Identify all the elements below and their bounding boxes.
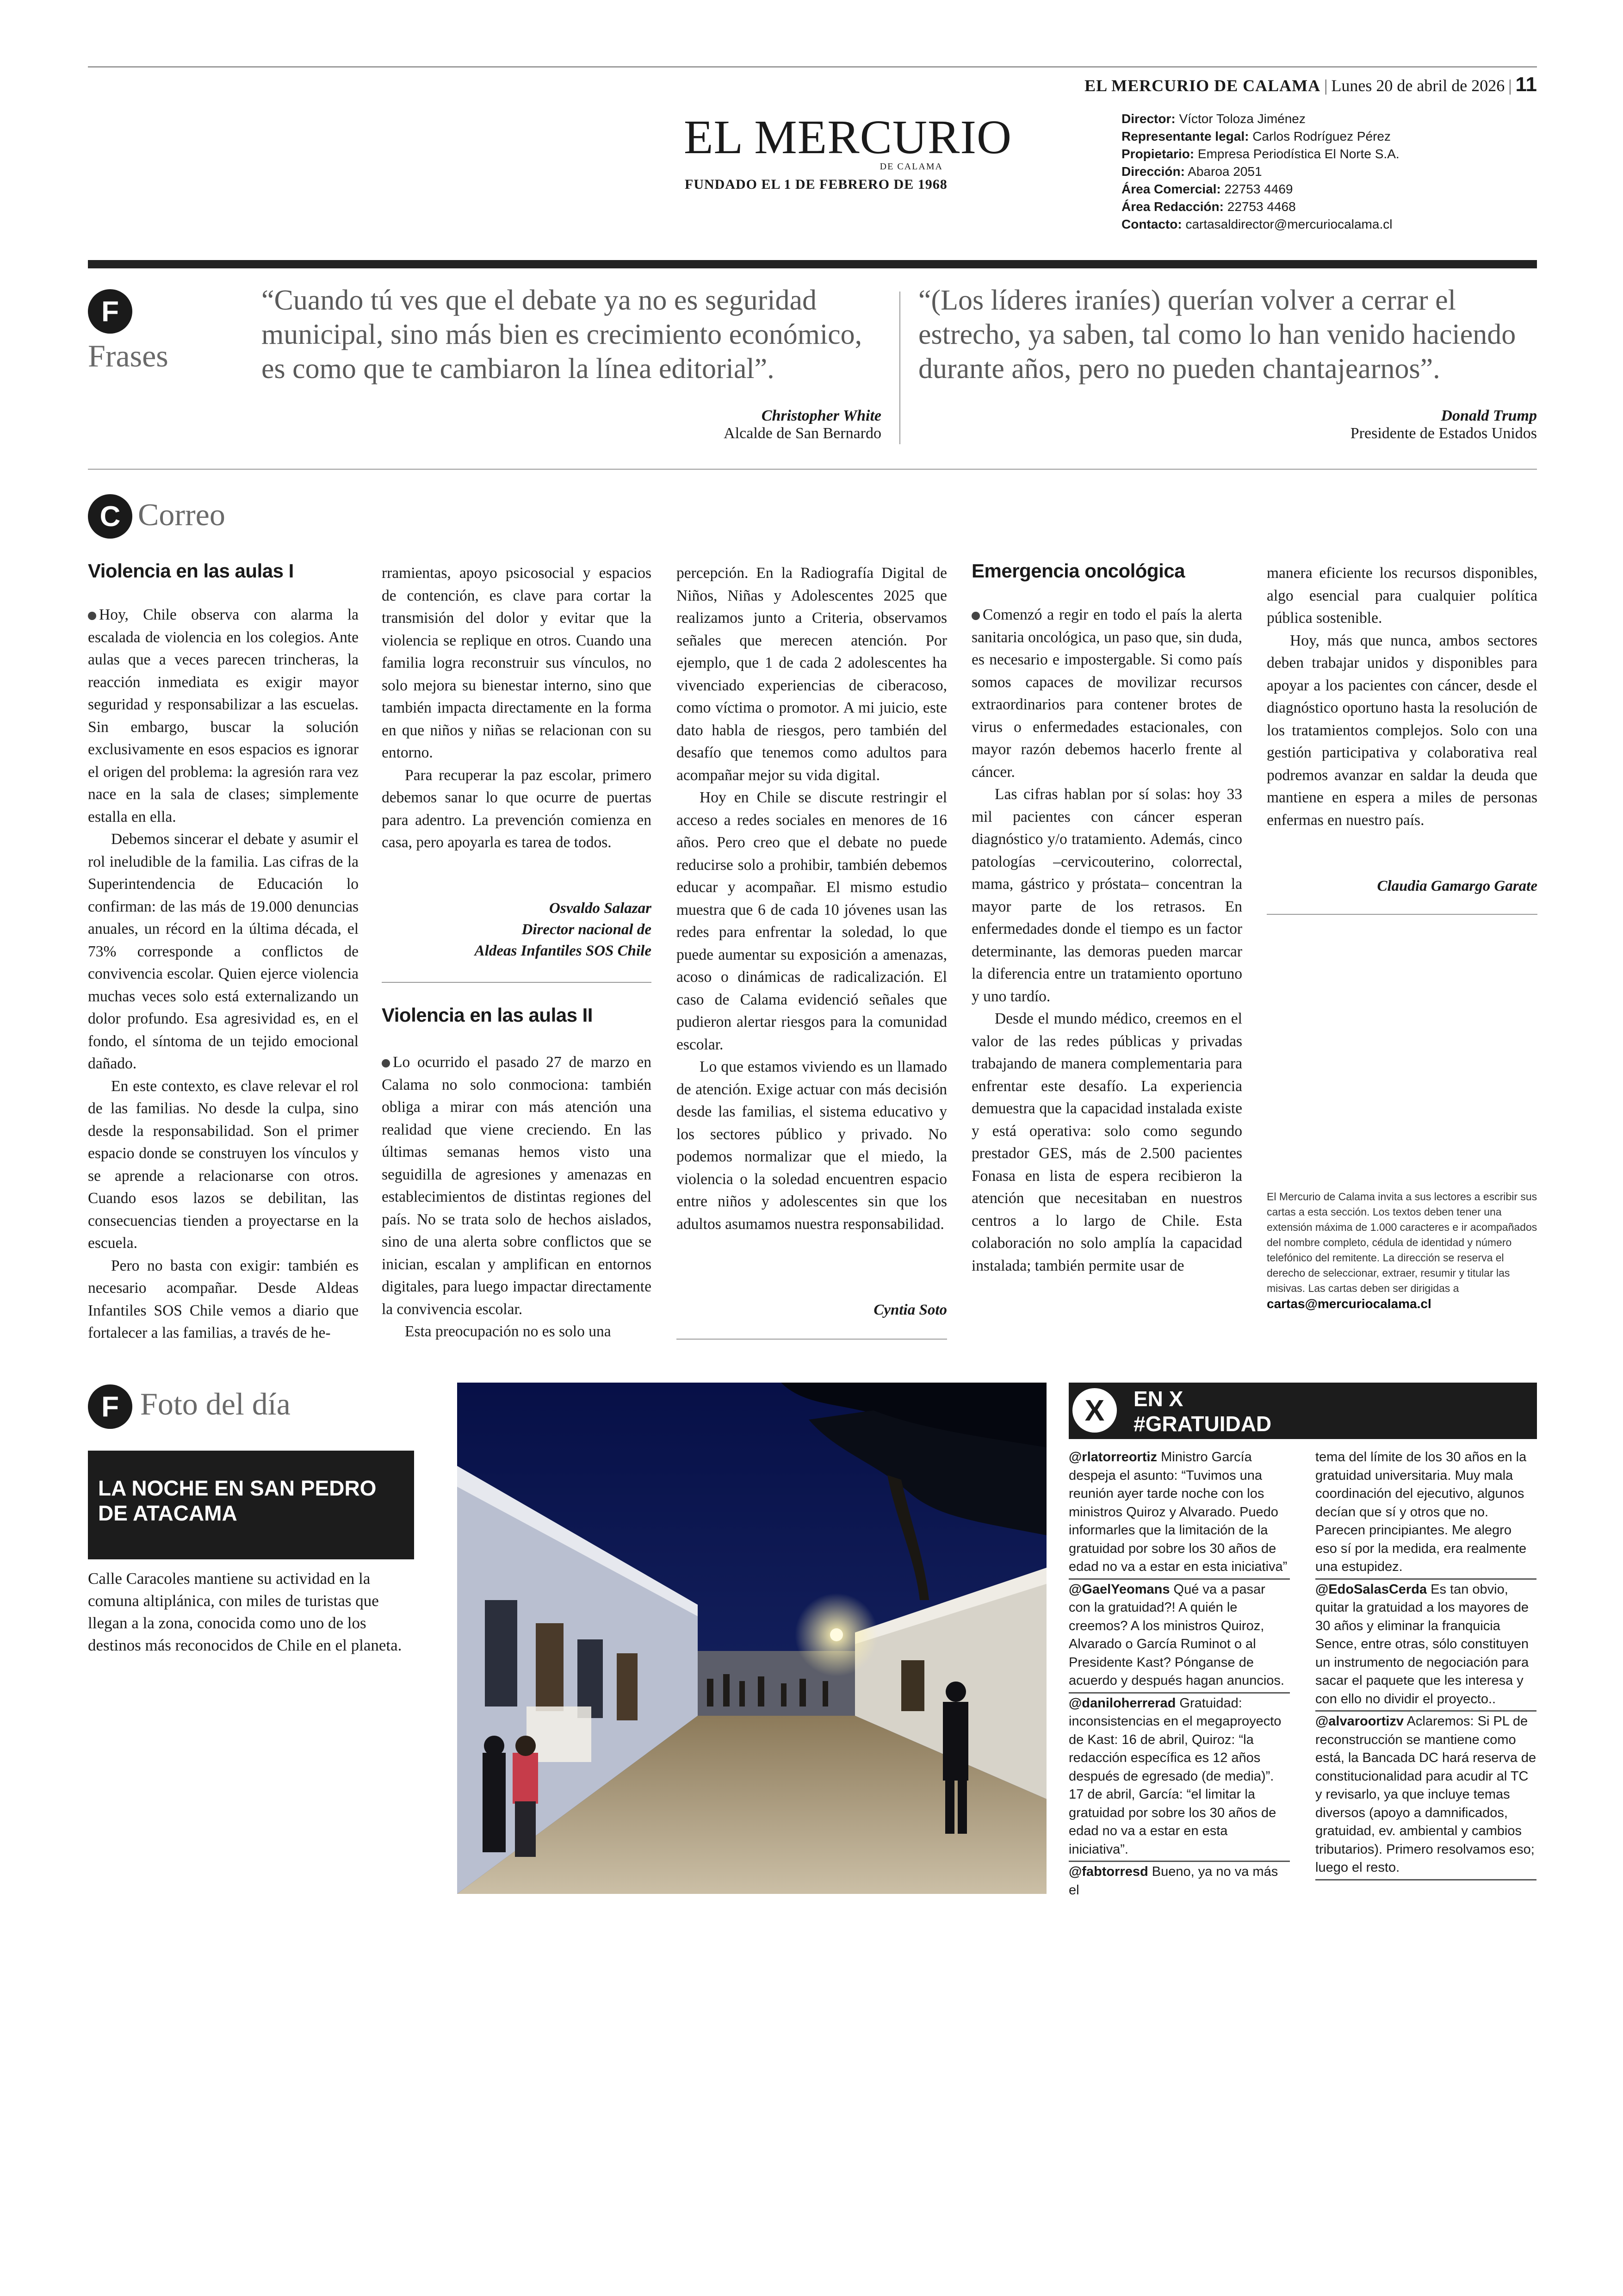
quote-divider [899,292,900,444]
quote-author: Christopher White [761,407,881,424]
letter-signature: Cyntia Soto [873,1302,947,1318]
letter-paragraph: En este contexto, es clave relevar el rol de las familias. No desde la culpa, sino desde la responsabilidad. Son el primer espacio donde se construyen los vínculos y se aprende a relacionarse con otros. Cuando esos lazos se debilitan, las consecuencias tienden a proyectarse en la escuela. [88,1077,359,1252]
letter-title: Emergencia oncológica [972,560,1185,582]
top-rule [88,66,1537,68]
letter-paragraph: Hoy en Chile se discute restringir el acceso a redes sociales en menores de 16 años. Pero creo que el debate no puede reducirse solo a prohibir, también debemos educar y acompañar. El mismo estudio muestra que 6 de cada 10 jóvenes usan las redes para enfrentar la soledad, lo que puede aumentar su exposición a amenazas, acoso o dinámicas de radicalización. El caso de Calama evidenció señales que pudieron alertar riesgos para la comunidad escolar. [676,789,947,1053]
bullet-icon [382,1059,390,1067]
masthead: EL MERCURIO [684,111,1012,164]
letter-paragraph: Lo ocurrido el pasado 27 de marzo en Calama no solo conmociona: también obliga a mirar con más atención una realidad que viene creciendo. En las últimas semanas hemos visto una seguidilla de agresiones y amenazas en establecimientos de distintas regiones del país. No se trata solo de hechos aislados, sino de una alerta sobre conflictos que se inician, escalan y amplifican en entornos digitales, para luego impactar directamente la convivencia escolar. [382,1054,651,1318]
x-post: tema del límite de los 30 años en la gratuidad universitaria. Muy mala coordinación del ejecutivo, algunos decían que sí y otros que no. Parecen principiantes. Me alegro eso sí por la medida, era realmente una estupidez. [1315,1447,1536,1580]
x-section-hashtag: #GRATUIDAD [1134,1412,1272,1436]
letter-paragraph: Las cifras hablan por sí solas: hoy 33 mil pacientes con cáncer esperan diagnóstico y/o tratamiento. Además, cinco patologías –cervicouterino, colorrectal, mama, gástrico y próstata– concentran la mayor parte de los retrasos. En enfermedades donde el tiempo es un factor determinante, las demoras pueden marcar la diferencia entre un tratamiento oportuno y uno tardío. [972,786,1242,1005]
letter-paragraph: rramientas, apoyo psicosocial y espacios de contención, es clave para cortar la transmisión del dolor y evitar que la violencia se replique en otros. Cuando una familia logra reconstruir sus vínculos, no solo mejora su bienestar interno, sino que también impacta directamente en la forma en que niños y niñas se relacionan con su entorno. [382,565,651,761]
page-topline: EL MERCURIO DE CALAMA | Lunes 20 de abril de 2026 | 11 [1084,73,1537,96]
letter-column [382,562,651,854]
staff-line: Director: Víctor Toloza Jiménez [1121,112,1306,126]
x-section-line1: EN X [1134,1387,1183,1411]
x-post: @fabtorresd Bueno, ya no va más el [1069,1864,1278,1898]
letter-column [1267,562,1537,832]
photo-illustration [457,1383,1047,1894]
letter-paragraph: Lo que estamos viviendo es un llamado de atención. Exige actuar con más decisión desde las familias, el sistema educativo y los sectores público y privado. No podemos normalizar que el miedo, la violencia o la soledad encuentren espacio entre niños y adolescentes sin que los adultos asumamos nuestra responsabilidad. [676,1058,947,1233]
staff-line: Representante legal: Carlos Rodríguez Pérez [1121,129,1391,143]
staff-line: Dirección: Abaroa 2051 [1121,164,1262,179]
letter-column [972,604,1242,1277]
x-handle: @daniloherrerad [1069,1695,1176,1711]
frases-badge-icon: F [88,289,132,334]
x-post: @daniloherrerad Gratuidad: inconsistencias en el megaproyecto de Kast: 16 de abril, Quiroz: “la redacción específica es 12 años después de egresado (de media)”. 17 de abril, García: “el limitar la gratuidad por sobre los 30 años de edad no va a estar en esta iniciativa”. [1069,1694,1290,1862]
x-post: @GaelYeomans Qué va a pasar con la gratuidad?! A quién le creemos? A los ministros Quiroz, Alvarado o García Ruminot o al Presidente Kast? Pónganse de acuerdo y después hagan anuncios. [1069,1580,1290,1694]
letter-paragraph: Para recuperar la paz escolar, primero debemos sanar lo que ocurre de puertas para adentro. La prevención comienza en casa, pero apoyarla es tarea de todos. [382,766,651,851]
letters-email: cartas@mercuriocalama.cl [1267,1297,1431,1311]
quote-role: Presidente de Estados Unidos [1350,425,1537,442]
quote-text: “(Los líderes iraníes) querían volver a cerrar el estrecho, ya saben, tal como lo han venido haciendo durante años, pero no pueden chantajearnos”. [918,285,1516,385]
letter-signature: Claudia Gamargo Garate [1377,878,1537,894]
quote-1-attribution [601,407,881,442]
letter-column [88,604,359,1345]
frases-top-rule [88,260,1537,268]
letter-column [676,562,947,1235]
photo-headline-box [88,1451,414,1559]
letter-paragraph: Debemos sincerar el debate y asumir el rol ineludible de la familia. Las cifras de la Superintendencia de Educación lo confirman: de las más de 19.000 denuncias anuales, un récord en la última década, el 73% corresponde a conflictos de convivencia escolar. Quien ejerce violencia muchas veces solo está externalizando un dolor profundo. Esa agresividad es, en el fondo, el síntoma de un tejido emocional dañado. [88,831,359,1072]
quote-1 [261,283,886,386]
letter-paragraph: Comenzó a regir en todo el país la alerta sanitaria oncológica, un paso que, sin duda, es necesario e impostergable. Si como país somos capaces de movilizar recursos extraordinarios para contener brotes de virus o enfermedades estacionales, con mayor razón debemos hacerlo frente al cáncer. [972,606,1242,781]
masthead-block [684,111,1012,172]
staff-box [1121,110,1538,233]
street-night-photo [457,1383,1047,1894]
quote-2 [918,283,1538,386]
letter-title: Violencia en las aulas II [382,1004,593,1026]
publication-name: EL MERCURIO DE CALAMA [1084,76,1321,95]
x-section-header [1069,1383,1537,1439]
correo-badge-icon: C [88,494,132,539]
x-handle: @alvaroortizv [1315,1714,1404,1729]
correo-title: Correo [138,497,225,532]
x-handle: @fabtorresd [1069,1864,1148,1879]
founded-line: FUNDADO EL 1 DE FEBRERO DE 1968 [685,177,948,192]
x-posts-left [1069,1447,1290,1901]
letter-title: Violencia en las aulas I [88,560,294,582]
staff-line: Área Redacción: 22753 4468 [1121,199,1296,214]
letter-paragraph: Pero no basta con exigir: también es necesario acompañar. Desde Aldeas Infantiles SOS Chile vemos a diario que fortalecer a las familias, a través de he- [88,1257,359,1341]
x-handle: @GaelYeomans [1069,1582,1170,1597]
letter-signature: Osvaldo Salazar Director nacional de Aldeas Infantiles SOS Chile [474,900,651,959]
photo-headline: LA NOCHE EN SAN PEDRO DE ATACAMA [98,1476,377,1525]
quote-author: Donald Trump [1441,407,1537,424]
x-post: @rlatorreortiz Ministro García despeja el asunto: “Tuvimos una reunión ayer tarde noche con los ministros Quiroz y Alvarado. Puedo informarles que la limitación de la gratuidad por sobre los 30 años de edad no va a estar en esta iniciativa” [1069,1447,1290,1580]
foto-badge-icon: F [88,1384,132,1429]
frases-title: Frases [88,338,168,373]
x-posts-right [1315,1447,1536,1880]
photo-caption: Calle Caracoles mantiene su actividad en la comuna altiplánica, con miles de turistas que llegan a la zona, conocida como uno de los destinos más reconocidos de Chile en el planeta. [88,1570,402,1654]
bullet-icon [88,612,96,620]
letter-divider [382,982,651,983]
masthead-sub: DE CALAMA [880,161,943,172]
letter-divider [676,1339,947,1340]
page-number: 11 [1515,73,1537,96]
x-post: @alvaroortizv Aclaremos: Si PL de reconstrucción se mantiene como está, la Bancada DC hará reserva de constitucionalidad para acudir al TC y revisarlo, ya que incluye temas diversos (apoyo a damnificados, gratuidad, ev. ambiental y cambios tributarios). Primero resolvamos eso; luego el resto. [1315,1712,1536,1880]
issue-date: Lunes 20 de abril de 2026 [1331,76,1505,95]
letters-submission-note: El Mercurio de Calama invita a sus lectores a escribir sus cartas a esta sección. Los textos deben tener una extensión máxima de 1.000 caracteres e ir acompañados del nombre completo, cédula de identidad y número telefónico del remitente. La dirección se reserva el derecho de seleccionar, extraer, resumir y titular las misivas. Las cartas deben ser dirigidas a cartas@mercuriocalama.cl [1267,1191,1537,1311]
letter-column [382,1051,651,1343]
staff-line: Propietario: Empresa Periodística El Norte S.A. [1121,147,1400,161]
quote-text: “Cuando tú ves que el debate ya no es seguridad municipal, sino más bien es crecimiento económico, es como que te cambiaron la línea editorial”. [261,285,862,385]
staff-line: Área Comercial: 22753 4469 [1121,182,1293,196]
frases-bottom-rule [88,469,1537,470]
letter-paragraph: percepción. En la Radiografía Digital de Niños, Niñas y Adolescentes 2025 que realizamos junto a Criteria, observamos señales que merecen atención. Por ejemplo, que 1 de cada 2 adolescentes ha vivenciado experiencias de ciberacoso, como víctima o promotor. A mi juicio, este dato habla de riesgos, pero también del desafío que tenemos como adultos para acompañar mejor su vida digital. [676,565,947,784]
foto-title: Foto del día [140,1386,291,1421]
bullet-icon [972,612,980,620]
x-handle: @EdoSalasCerda [1315,1582,1427,1597]
x-logo-icon: X [1072,1388,1117,1433]
x-post: @EdoSalasCerda Es tan obvio, quitar la gratuidad a los mayores de 30 años y eliminar la franquicia Sence, entre otras, sólo constituyen un instrumento de negociación para sacar el paquete que les interesa y con ello no dividir el proyecto.. [1315,1580,1536,1712]
x-handle: @rlatorreortiz [1069,1450,1158,1464]
quote-2-attribution [1249,407,1537,442]
letter-paragraph: Esta preocupación no es solo una [405,1323,611,1340]
quote-role: Alcalde de San Bernardo [724,425,881,442]
letter-divider [1267,914,1537,915]
staff-line: Contacto: cartasaldirector@mercuriocalama.cl [1121,217,1393,231]
letter-paragraph: Hoy, más que nunca, ambos sectores deben trabajar unidos y disponibles para apoyar a los pacientes con cáncer, desde el diagnóstico oportuno hasta la resolución de los tratamientos complejos. Solo con una gestión participativa y colaborativa real podremos avanzar en saldar la deuda que mantiene en espera a miles de personas enfermas en nuestro país. [1267,632,1537,829]
letter-paragraph: Desde el mundo médico, creemos en el valor de las redes públicas y privadas trabajando de manera complementaria para enfrentar este desafío. La experiencia demuestra que la capacidad instalada existe y está operativa: solo como segundo prestador GES, más de 2.500 pacientes Fonasa en lista de espera recibieron la atención que necesitaban en nuestros centros a lo largo de Chile. Esta colaboración no solo amplía la capacidad instalada; también permite usar de [972,1010,1242,1274]
letter-paragraph: manera eficiente los recursos disponibles, algo esencial para cualquier política pública sostenible. [1267,565,1537,627]
letter-paragraph: Hoy, Chile observa con alarma la escalada de violencia en los colegios. Ante aulas que a veces parecen trincheras, la reacción inmediata es exigir mayor seguridad y responsabilizar a las escuelas. Sin embargo, buscar la solución exclusivamente en esos espacios es ignorar el origen del problema: la agresión rara vez nace en la sala de clases; simplemente estalla en ella. [88,606,359,825]
